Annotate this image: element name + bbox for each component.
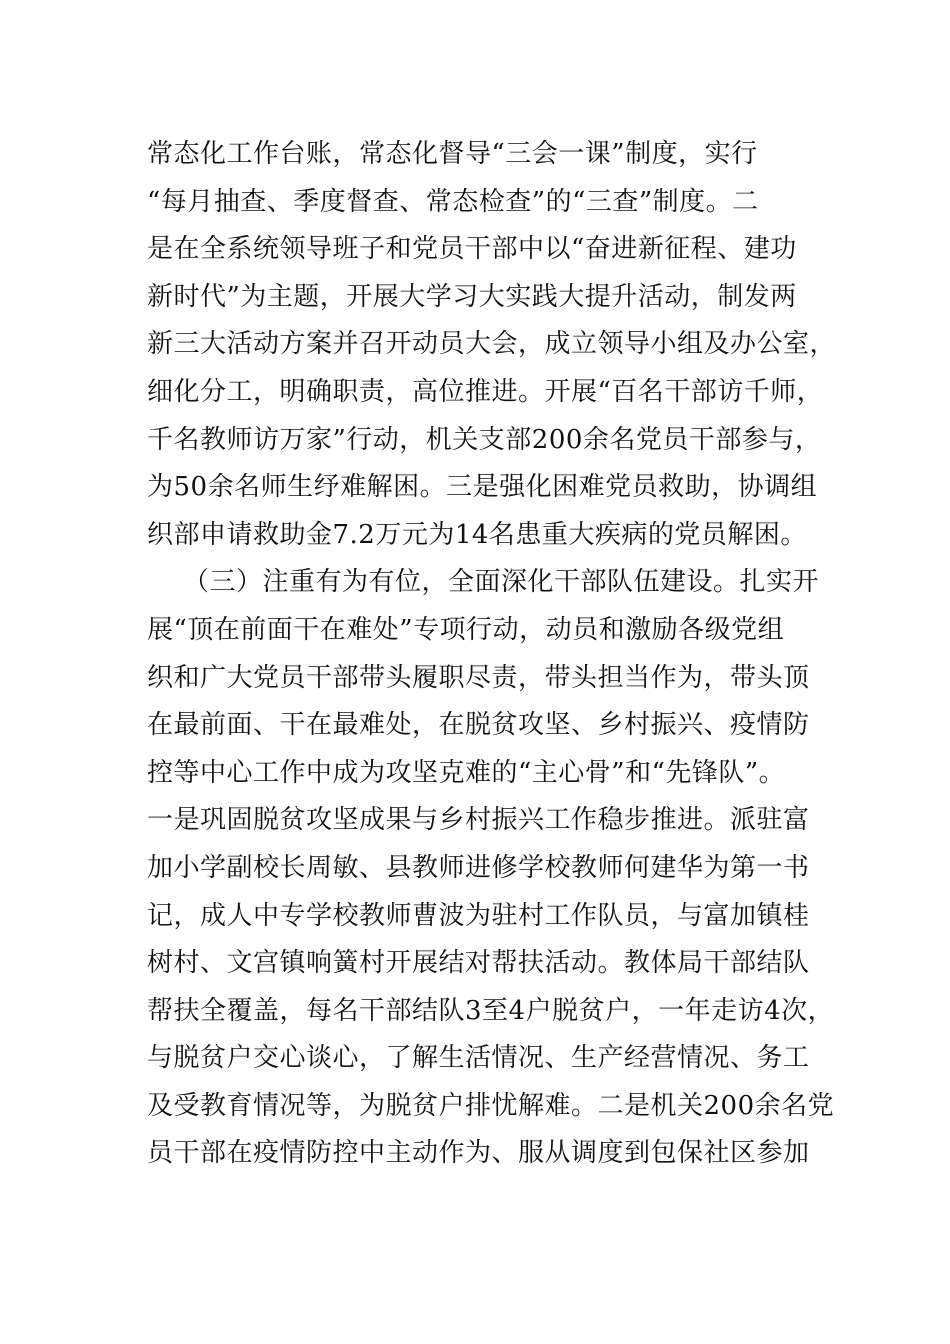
text-line: 控等中心工作中成为攻坚克难的“主心骨”和“先锋队”。: [147, 757, 786, 788]
text-line: 树村、文宫镇响簧村开展结对帮扶活动。教体局干部结队: [147, 948, 810, 979]
body-text: [147, 131, 837, 1178]
text-line: 为50余名师生纾难解困。三是强化困难党员救助，协调组: [147, 472, 818, 503]
text-line: 是在全系统领导班子和党员干部中以“奋进新征程、建功: [147, 234, 797, 265]
section-heading-line: （三）注重有为有位，全面深化干部队伍建设。扎实开: [183, 567, 820, 598]
text-line: 常态化工作台账，常态化督导“三会一课”制度，实行: [147, 139, 758, 169]
text-line: 一是巩固脱贫攻坚成果与乡村振兴工作稳步推进。派驻富: [147, 805, 810, 836]
text-line: 记，成人中专学校教师曹波为驻村工作队员，与富加镇桂: [147, 900, 810, 931]
text-line: 帮扶全覆盖，每名干部结队3至4户脱贫户，一年走访4次，: [147, 995, 835, 1026]
text-line: 与脱贫户交心谈心，了解生活情况、生产经营情况、务工: [147, 1043, 810, 1074]
text-line: “每月抽查、季度督查、常态检查”的“三查”制度。二: [147, 186, 759, 217]
text-line: 新时代”为主题，开展大学习大实践大提升活动，制发两: [147, 281, 797, 312]
text-line: 织部申请救助金7.2万元为14名患重大疾病的党员解困。: [147, 519, 807, 550]
text-line: 员干部在疫情防控中主动作为、服从调度到包保社区参加: [147, 1138, 810, 1169]
text-line: 及受教育情况等，为脱贫户排忧解难。二是机关200余名党: [147, 1090, 835, 1121]
text-line: 细化分工，明确职责，高位推进。开展“百名干部访千师，: [147, 376, 824, 407]
text-line: 展“顶在前面干在难处”专项行动，动员和激励各级党组: [147, 614, 785, 645]
text-line: 织和广大党员干部带头履职尽责，带头担当作为，带头顶: [147, 662, 810, 693]
text-line: 千名教师访万家”行动，机关支部200余名党员干部参与，: [147, 424, 822, 455]
text-line: 加小学副校长周敏、县教师进修学校教师何建华为第一书: [147, 852, 810, 883]
text-line: 在最前面、干在最难处，在脱贫攻坚、乡村振兴、疫情防: [147, 710, 810, 741]
text-line: 新三大活动方案并召开动员大会，成立领导小组及办公室，: [147, 329, 837, 360]
